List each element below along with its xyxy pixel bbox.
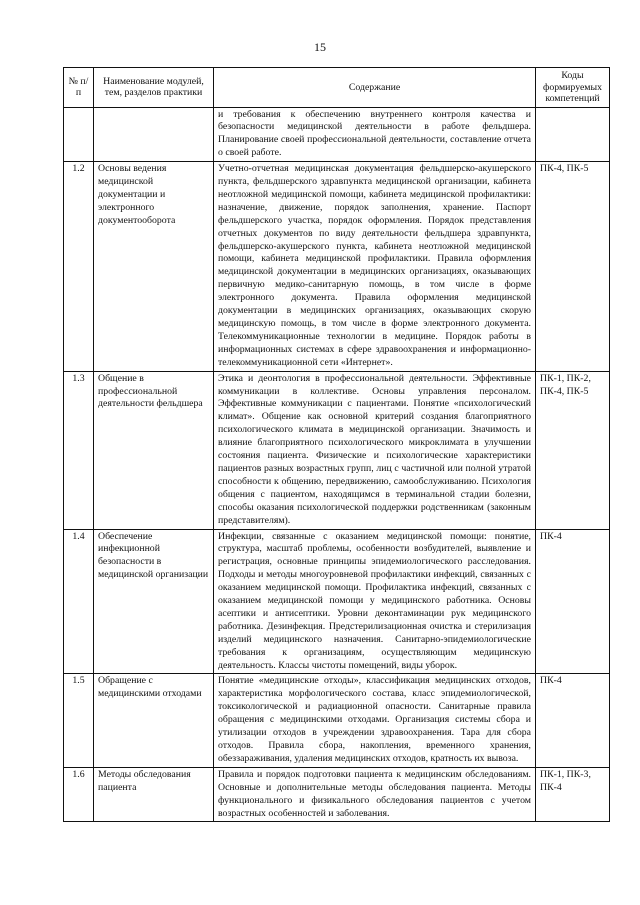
row-num: 1.4 — [64, 529, 94, 674]
row-content: и требования к обеспечению внутреннего контроля качества и безопасности медицинской деятельности в работе фельдшера. Планирование своей профессиональной деятельности, составление отчета о своей работе. — [214, 107, 536, 162]
row-codes: ПК-4, ПК-5 — [536, 162, 610, 372]
page-number: 15 — [314, 40, 326, 54]
table-row — [64, 107, 610, 162]
table-row — [64, 529, 610, 674]
header-title: Наименование модулей, тем, разделов практики — [94, 68, 214, 108]
row-num: 1.6 — [64, 767, 94, 822]
row-content: Учетно-отчетная медицинская документация фельдшерско-акушерского пункта, фельдшерского здравпункта медицинской организации, кабинета неотложной медицинской помощи, кабинета медицинской профилактики: назначение, движение, порядок заполнения, хранение. Паспорт фельдшерского участка, порядок оформления. Порядок представления отчетных документов по виду деятельности фельдшера здравпункта, фельдшерско-акушерского пункта, кабинета неотложной медицинской помощи, кабинета медицинской профилактики. Правила оформления медицинской документации в медицинских организациях, оказывающих первичную медико-санитарную помощь, в том числе в форме электронного документа. Правила оформления медицинской документации в медицинских организациях, оказывающих скорую медицинскую помощь, в том числе в форме электронного документа. Телекоммуникационные технологии в медицине. Порядок работы в информационных системах в сфере здравоохранения и информационно-телекоммуникационной сети «Интернет». — [214, 162, 536, 372]
row-codes: ПК-1, ПК-3, ПК-4 — [536, 767, 610, 822]
row-content: Правила и порядок подготовки пациента к медицинским обследованиям. Основные и дополнительные методы обследования пациента. Методы функционального и физикального обследования пациентов с учетом возрастных особенностей и заболевания. — [214, 767, 536, 822]
row-num — [64, 107, 94, 162]
row-title: Основы ведения медицинской документации и электронного документооборота — [94, 162, 214, 372]
row-title: Общение в профессиональной деятельности фельдшера — [94, 371, 214, 529]
row-codes: ПК-4 — [536, 674, 610, 767]
header-num: № п/п — [64, 68, 94, 108]
header-content: Содержание — [214, 68, 536, 108]
row-title: Обращение с медицинскими отходами — [94, 674, 214, 767]
row-title: Обеспечение инфекционной безопасности в медицинской организации — [94, 529, 214, 674]
row-content: Этика и деонтология в профессиональной деятельности. Эффективные коммуникации в коллективе. Основы управления персоналом. Эффективные коммуникации с пациентами. Понятие «психологический климат». Общение как основной критерий создания благоприятного психологического климата в медицинской организации. Значимость и влияние благоприятного психологического микроклимата в улучшении состояния пациента. Физические и психологические характеристики пациентов разных возрастных групп, лиц с частичной или полной утратой способности к общению, передвижению, самообслуживанию. Психология общения с пациентом, находящимся в терминальной стадии болезни, способы оказания психологической поддержки родственникам (законным представителям). — [214, 371, 536, 529]
row-content: Инфекции, связанные с оказанием медицинской помощи: понятие, структура, масштаб проблемы, особенности возбудителей, выявление и регистрация, основные принципы эпидемиологического расследования. Подходы и методы многоуровневой профилактики инфекций, связанных с оказанием медицинской помощи. Профилактика инфекций, связанных с оказанием медицинской помощи у медицинского работника. Основы асептики и антисептики. Уровни деконтаминации рук медицинского работника. Дезинфекция. Предстерилизационная очистка и стерилизация изделий медицинского назначения. Санитарно-эпидемиологические требования к организациям, осуществляющим медицинскую деятельность. Классы чистоты помещений, виды уборок. — [214, 529, 536, 674]
row-codes: ПК-4 — [536, 529, 610, 674]
row-codes — [536, 107, 610, 162]
row-num: 1.5 — [64, 674, 94, 767]
table-row — [64, 674, 610, 767]
table-row — [64, 371, 610, 529]
header-codes: Коды формируемых компетенций — [536, 68, 610, 108]
row-title: Методы обследования пациента — [94, 767, 214, 822]
table-row — [64, 162, 610, 372]
row-codes: ПК-1, ПК-2, ПК-4, ПК-5 — [536, 371, 610, 529]
table-header-row — [64, 68, 610, 108]
row-num: 1.3 — [64, 371, 94, 529]
row-num: 1.2 — [64, 162, 94, 372]
row-content: Понятие «медицинские отходы», классификация медицинских отходов, характеристика морфологического состава, класс эпидемиологической, токсикологической и радиационной опасности. Санитарные правила обращения с медицинскими отходами. Организация системы сбора и утилизации отходов в учреждении здравоохранения. Тара для сбора отходов. Правила сбора, накопления, временного хранения, обеззараживания, удаления медицинских отходов, кратность их вывоза. — [214, 674, 536, 767]
table-row — [64, 767, 610, 822]
row-title — [94, 107, 214, 162]
curriculum-table — [63, 67, 610, 822]
